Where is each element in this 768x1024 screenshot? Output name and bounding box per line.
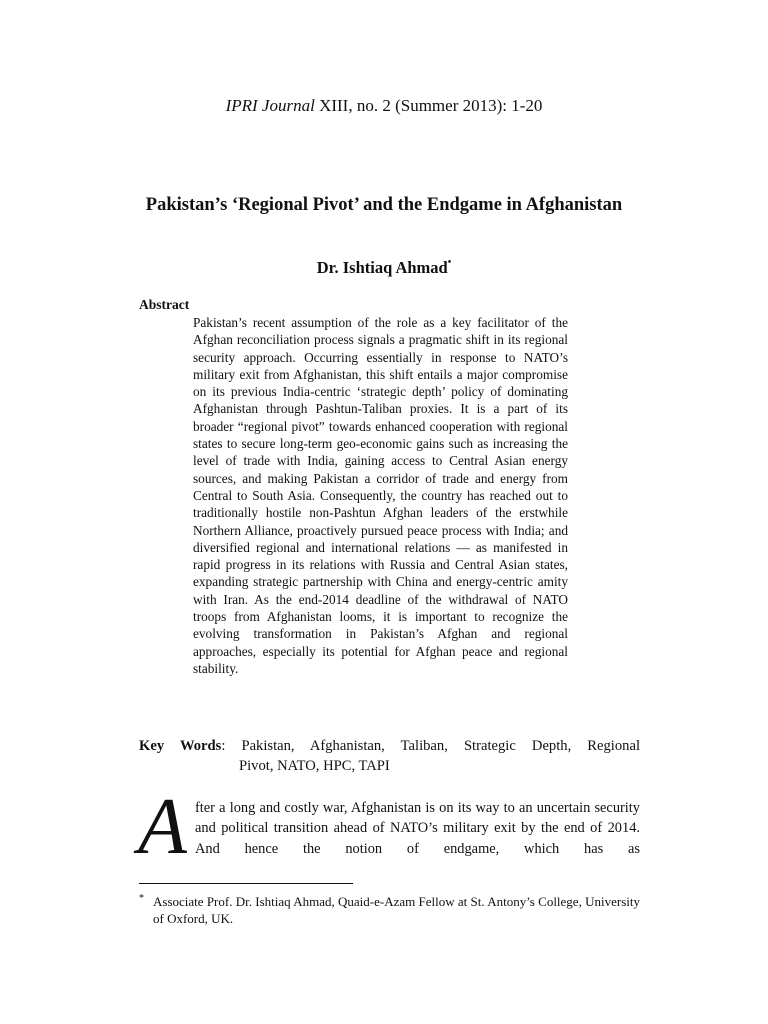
author-footnote-mark: •: [447, 256, 452, 268]
keywords-list-1: : Pakistan, Afghanistan, Taliban, Strategic Depth, Regional: [221, 738, 640, 754]
abstract-heading: Abstract: [139, 297, 190, 312]
article-title: Pakistan’s ‘Regional Pivot’ and the Endgame in Afghanistan: [145, 195, 623, 215]
journal-issue: XIII, no. 2 (Summer 2013): 1-20: [314, 96, 543, 115]
footnote-text: Associate Prof. Dr. Ishtiaq Ahmad, Quaid-e-Azam Fellow at St. Antony’s College, University of Oxford, UK.: [153, 894, 640, 926]
abstract-text: Pakistan’s recent assumption of the role as a key facilitator of the Afghan reconciliation process signals a pragmatic shift in its regional security approach. Occurring essentially in response to NATO’s military exit from Afghanistan, this shift entails a major compromise on its previous India-centric ‘strategic depth’ policy of dominating Afghanistan through Pashtun-Taliban proxies. It is a part of its broader “regional pivot” towards enhanced cooperation with regional states to secure long-term geo-economic gains such as increasing the level of trade with India, gaining access to Central Asian energy sources, and making Pakistan a corridor of trade and energy from Central to South Asia. Consequently, the country has reached out to traditionally hostile non-Pashtun Afghan leaders of the erstwhile Northern Alliance, proactively pursued peace process with India; and diversified regional and international relations — as manifested in rapid progress in its relations with Russia and Central Asian states, expanding strategic partnership with China and energy-centric amity with Iran. As the end-2014 deadline of the withdrawal of NATO troops from Afghanistan looms, it is important to recognize the evolving transformation in Pakistan’s Afghan and regional approaches, especially its potential for Afghan peace and regional stability.: [193, 315, 568, 676]
author-name: Dr. Ishtiaq Ahmad: [316, 258, 448, 277]
keywords: [139, 736, 640, 776]
intro-paragraph: fter a long and costly war, Afghanistan is on its way to an uncertain security and political transition ahead of NATO’s military exit by the end of 2014. And hence the notion of endgame, which has as: [195, 800, 640, 857]
drop-cap: A: [138, 783, 187, 871]
keywords-label: Key Words: [139, 738, 222, 754]
keywords-line-1: [139, 736, 640, 756]
footnote-mark: *: [139, 893, 144, 904]
journal-citation: [0, 96, 768, 116]
footnote: [139, 893, 640, 927]
journal-name: IPRI Journal: [225, 96, 315, 115]
keywords-line-2: Pivot, NATO, HPC, TAPI: [239, 758, 390, 774]
footnote-divider: [139, 883, 353, 884]
article-author: [0, 258, 768, 278]
